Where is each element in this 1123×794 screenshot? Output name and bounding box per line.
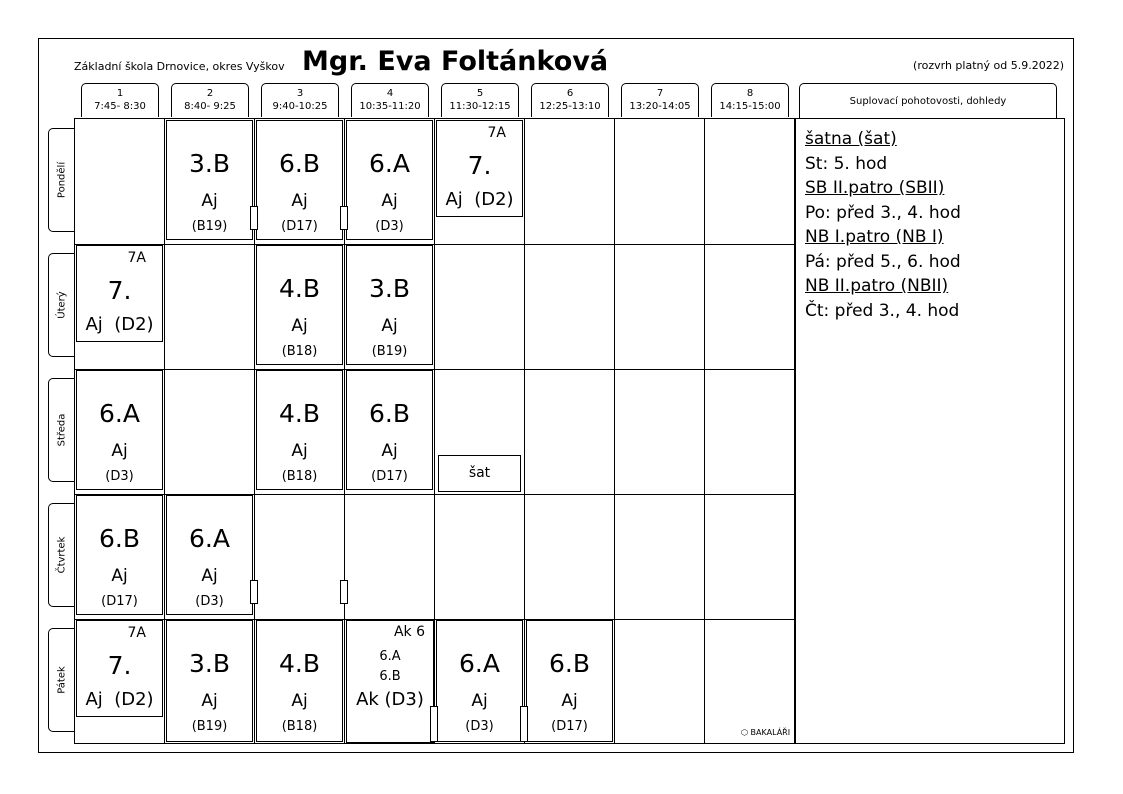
duty-location: NB I.patro (NB I) [805, 227, 944, 247]
bakalari-logo: ⬡ BAKALÁŘI [741, 728, 791, 737]
duty-panel [795, 118, 1065, 744]
validity-note: (rozvrh platný od 5.9.2022) [913, 59, 1064, 72]
lesson-cell[interactable]: 6.A Aj (D3) [436, 620, 523, 742]
period-header-3: 3 9:40-10:25 [261, 83, 339, 117]
duty-sat-box[interactable]: šat [438, 455, 521, 492]
period-header-1: 1 7:45- 8:30 [81, 83, 159, 117]
duty-marker [430, 706, 438, 742]
lesson-cell[interactable]: 6.B Aj (D17) [256, 120, 343, 240]
period-header-8: 8 14:15-15:00 [711, 83, 789, 117]
day-header-tuesday: Úterý [48, 253, 74, 357]
split-lesson-cell[interactable]: Ak 6 6.A 6.B Ak (D3) [346, 620, 434, 743]
lesson-cell[interactable]: 6.B Aj (D17) [76, 495, 163, 615]
duty-time: Čt: před 3., 4. hod [805, 300, 960, 321]
school-name: Základní škola Drnovice, okres Vyškov [74, 60, 285, 73]
duty-marker [340, 580, 348, 604]
period-header-2: 2 8:40- 9:25 [171, 83, 249, 117]
logo-icon: ⬡ [741, 728, 748, 737]
lesson-cell[interactable]: 6.A Aj (D3) [76, 370, 163, 490]
group-lesson-cell[interactable]: 7A 7. Aj (D2) [76, 620, 163, 717]
day-header-monday: Pondělí [48, 128, 74, 232]
period-header-7: 7 13:20-14:05 [621, 83, 699, 117]
lesson-cell[interactable]: 4.B Aj (B18) [256, 370, 343, 490]
day-header-wednesday: Středa [48, 378, 74, 482]
group-lesson-cell[interactable]: 7A 7. Aj (D2) [76, 245, 163, 342]
duty-marker [520, 706, 528, 742]
lesson-cell[interactable]: 6.A Aj (D3) [166, 495, 253, 615]
duty-time: Pá: před 5., 6. hod [805, 251, 961, 272]
lesson-cell[interactable]: 6.B Aj (D17) [526, 620, 613, 742]
period-header-4: 4 10:35-11:20 [351, 83, 429, 117]
day-header-thursday: Čtvrtek [48, 503, 74, 607]
duty-marker [340, 206, 348, 230]
duty-header: Suplovací pohotovosti, dohledy [799, 83, 1057, 119]
group-lesson-cell[interactable]: 7A 7. Aj (D2) [436, 120, 523, 217]
duty-location: šatna (šat) [805, 129, 897, 149]
duty-time: St: 5. hod [805, 153, 888, 174]
duty-marker [250, 206, 258, 230]
lesson-cell[interactable]: 6.B Aj (D17) [346, 370, 433, 490]
period-header-6: 6 12:25-13:10 [531, 83, 609, 117]
lesson-cell[interactable]: 3.B Aj (B19) [166, 120, 253, 240]
lesson-cell[interactable]: 4.B Aj (B18) [256, 245, 343, 365]
period-header-5: 5 11:30-12:15 [441, 83, 519, 117]
lesson-cell[interactable]: 3.B Aj (B19) [166, 620, 253, 742]
duty-location: NB II.patro (NBII) [805, 276, 949, 296]
duty-time: Po: před 3., 4. hod [805, 202, 961, 223]
duty-location: SB II.patro (SBII) [805, 178, 945, 198]
lesson-cell[interactable]: 6.A Aj (D3) [346, 120, 433, 240]
teacher-name: Mgr. Eva Foltánková [302, 46, 609, 77]
lesson-cell[interactable]: 4.B Aj (B18) [256, 620, 343, 742]
day-header-friday: Pátek [48, 628, 74, 732]
duty-marker [250, 580, 258, 604]
lesson-cell[interactable]: 3.B Aj (B19) [346, 245, 433, 365]
